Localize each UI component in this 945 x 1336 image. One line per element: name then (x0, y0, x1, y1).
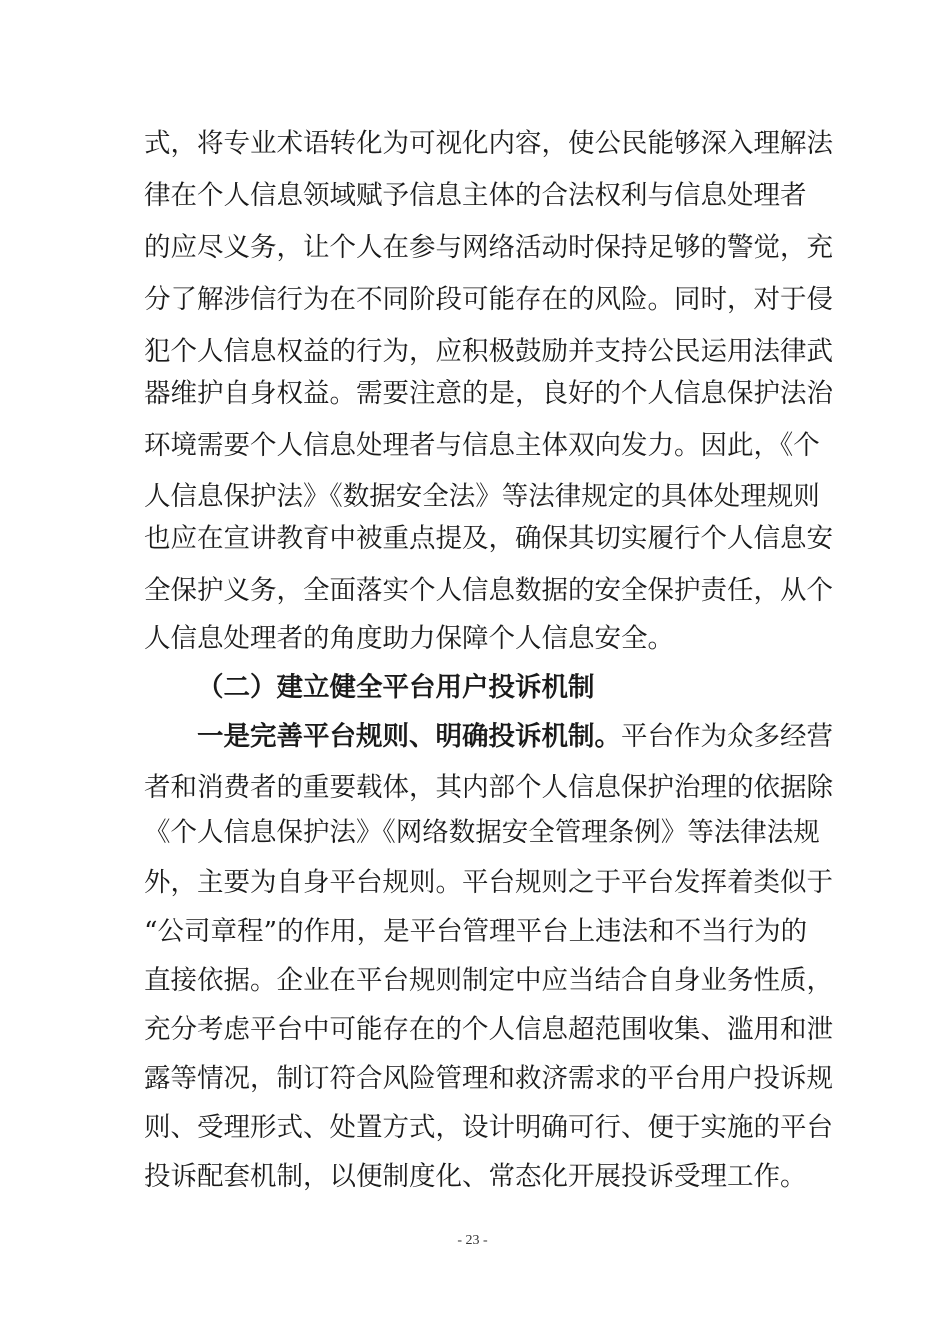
page-number: - 23 - (457, 1233, 488, 1248)
paragraph-1-line-5: 犯个人信息权益的行为，应积极鼓励并支持公民运用法律武 (144, 336, 833, 367)
paragraph-1-line-7: 环境需要个人信息处理者与信息主体双向发力。因此，《个 (144, 430, 820, 461)
section-heading: （二）建立健全平台用户投诉机制 (197, 672, 595, 703)
paragraph-1-line-9: 也应在宣讲教育中被重点提及，确保其切实履行个人信息安 (144, 523, 833, 554)
paragraph-1-line-3: 的应尽义务，让个人在参与网络活动时保持足够的警觉，充 (144, 232, 833, 263)
paragraph-2-line-9: 则、受理形式、处置方式，设计明确可行、便于实施的平台 (144, 1112, 833, 1143)
paragraph-2-line-5: “公司章程”的作用，是平台管理平台上违法和不当行为的 (144, 916, 808, 947)
paragraph-2-line-10: 投诉配套机制，以便制度化、常态化开展投诉受理工作。 (144, 1161, 807, 1192)
paragraph-1-line-4: 分了解涉信行为在不同阶段可能存在的风险。同时，对于侵 (144, 284, 833, 315)
paragraph-1-line-1: 式，将专业术语转化为可视化内容，使公民能够深入理解法 (144, 128, 833, 159)
paragraph-1-line-6: 器维护自身权益。需要注意的是，良好的个人信息保护法治 (144, 378, 833, 409)
paragraph-2-line-2: 者和消费者的重要载体，其内部个人信息保护治理的依据除 (144, 772, 833, 803)
paragraph-2-line-4: 外，主要为自身平台规则。平台规则之于平台发挥着类似于 (144, 867, 833, 898)
paragraph-2-line-1 (197, 719, 833, 755)
paragraph-1-line-10: 全保护义务，全面落实个人信息数据的安全保护责任，从个 (144, 575, 833, 606)
paragraph-2-line-8: 露等情况，制订符合风险管理和救济需求的平台用户投诉规 (144, 1063, 833, 1094)
paragraph-2-line-3: 《个人信息保护法》《网络数据安全管理条例》等法律法规 (144, 817, 820, 848)
paragraph-2-line-6: 直接依据。企业在平台规则制定中应当结合自身业务性质， (144, 965, 833, 996)
paragraph-1-line-11: 人信息处理者的角度助力保障个人信息安全。 (144, 623, 674, 654)
paragraph-1-line-2: 律在个人信息领域赋予信息主体的合法权利与信息处理者 (144, 180, 807, 211)
paragraph-2-lead-bold: 一是完善平台规则、明确投诉机制。 (197, 721, 621, 752)
paragraph-2-lead-rest: 平台作为众多经营 (621, 721, 833, 752)
paragraph-1-line-8: 人信息保护法》《数据安全法》等法律规定的具体处理规则 (144, 481, 820, 512)
paragraph-2-line-7: 充分考虑平台中可能存在的个人信息超范围收集、滥用和泄 (144, 1014, 833, 1045)
